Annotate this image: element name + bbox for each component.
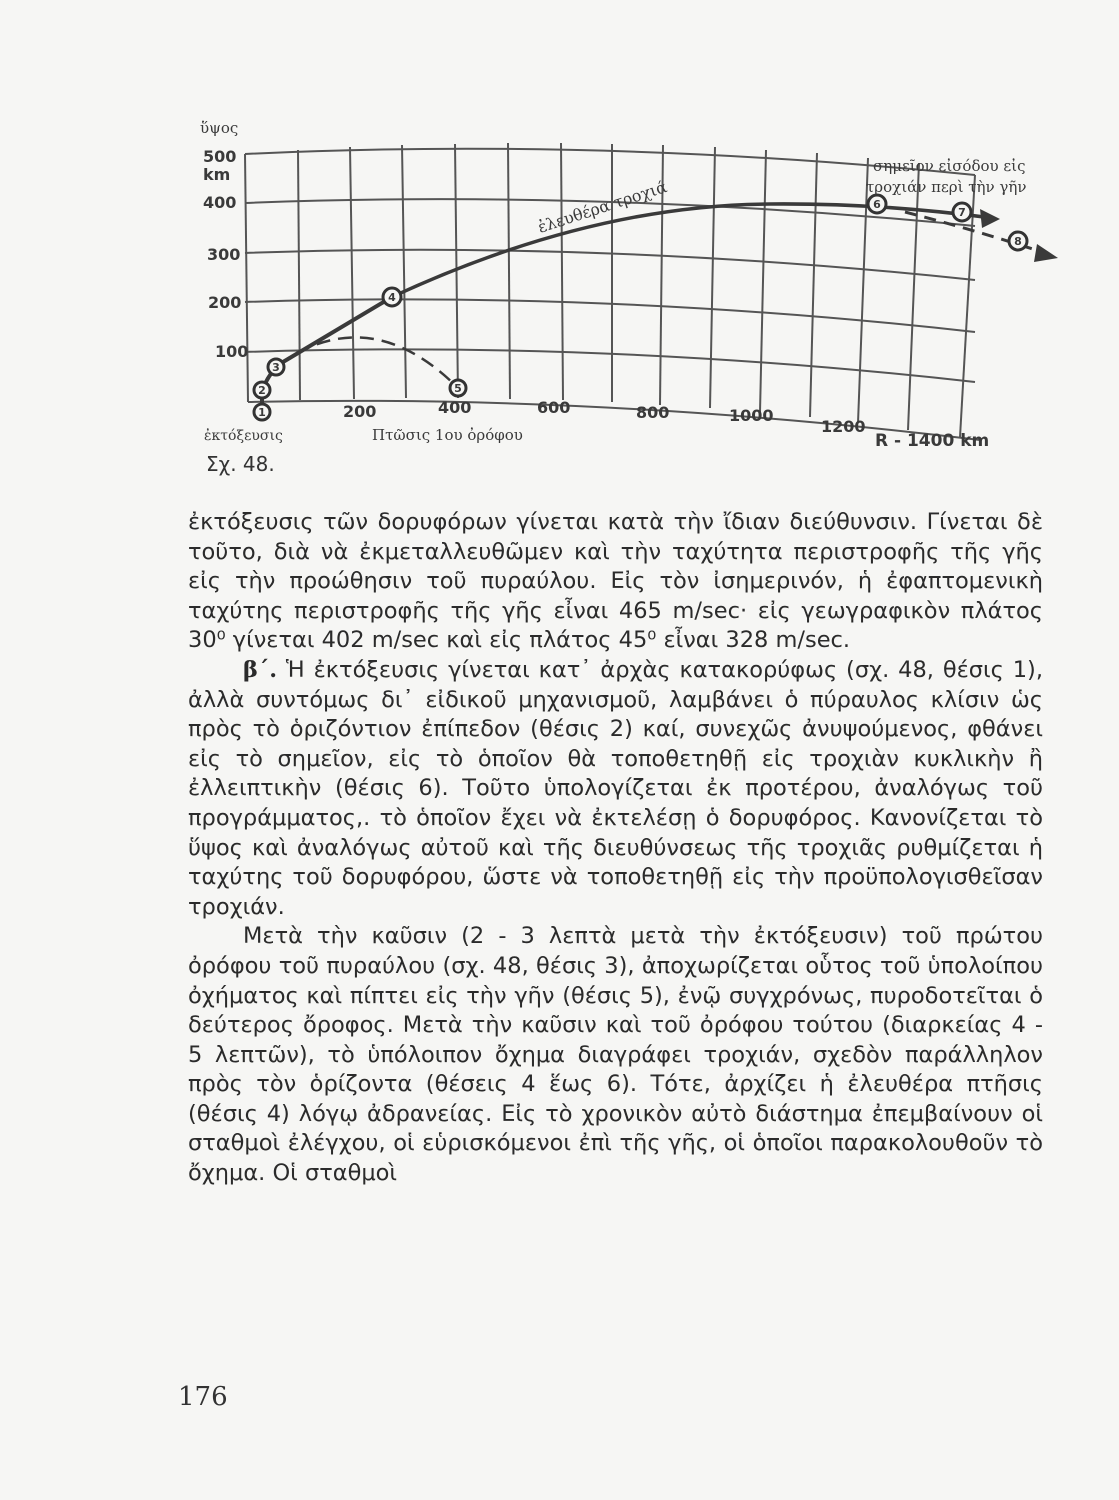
y-tick-300: 300 bbox=[207, 245, 241, 264]
paragraph-2 bbox=[188, 656, 1043, 922]
paragraph-3: Μετὰ τὴν καῦσιν (2 - 3 λεπτὰ μετὰ τὴν ἐκτόξευσιν) τοῦ πρώτου ὀρόφου τοῦ πυραύλου (σχ. 48, θέσις 3), ἀποχωρίζεται οὗτος τοῦ ὑπολοίπου ὀχήματος καὶ πίπτει εἰς τὴν γῆν (θέσις 5), ἐνῷ συγχρόνως, πυροδοτεῖται ὁ δεύτερος ὄροφος. Μετὰ τὴν καῦσιν καὶ τοῦ ὀρόφου τούτου (διαρκείας 4 - 5 λεπτῶν), τὸ ὑπόλοιπον ὄχημα διαγράφει τροχιάν, σχεδὸν παράλληλον πρὸς τὸν ὁρίζοντα (θέσεις 4 ἕως 6). Τότε, ἀρχίζει ἡ ἐλευθέρα πτῆσις (θέσις 4) λόγῳ ἀδρανείας. Εἰς τὸ χρονικὸν αὐτὸ διάστημα ἐπεμβαίνουν οἱ σταθμοὶ ἐλέγχου, οἱ εὑρισκόμενοι ἐπὶ τῆς γῆς, οἱ ὁποῖοι παρακολουθοῦν τὸ ὄχημα. Οἱ σταθμοὶ bbox=[188, 923, 1043, 1187]
x-axis-end-label: R - 1400 km bbox=[875, 431, 990, 451]
x-tick-200: 200 bbox=[343, 402, 377, 421]
y-tick-500: 500 bbox=[203, 147, 237, 166]
arrowhead-dashed bbox=[1034, 244, 1058, 262]
launch-label: ἐκτόξευσις bbox=[204, 428, 283, 444]
free-trajectory-label: ἐλευθέρα τροχιά bbox=[535, 177, 670, 237]
y-tick-200: 200 bbox=[208, 293, 242, 312]
body-text bbox=[188, 508, 1043, 1189]
arrowhead-orbit bbox=[980, 209, 1000, 228]
orbit-entry-label-line1: σημεῖον εἰσόδου εἰς bbox=[873, 157, 1026, 175]
position-label-1: 1 bbox=[258, 406, 266, 419]
position-label-2: 2 bbox=[258, 384, 266, 397]
orbit-entry-label-line2: τροχιάν περὶ τὴν γῆν bbox=[866, 178, 1027, 196]
y-axis-title: ὕψος bbox=[200, 119, 239, 137]
stage-fall-label: Πτῶσις 1ου ὀρόφου bbox=[372, 426, 523, 444]
position-label-8: 8 bbox=[1014, 235, 1022, 248]
page-number: 176 bbox=[178, 1382, 228, 1412]
x-tick-800: 800 bbox=[636, 403, 670, 422]
position-label-7: 7 bbox=[958, 206, 966, 219]
trajectories bbox=[262, 204, 1045, 412]
x-tick-600: 600 bbox=[537, 398, 571, 417]
x-tick-1200: 1200 bbox=[821, 417, 866, 436]
paragraph-2-text: Ἡ ἐκτόξευσις γίνεται κατ᾽ ἀρχὰς κατακορύφως (σχ. 48, θέσις 1), ἀλλὰ συντόμως δι᾽ εἰδικοῦ μηχανισμοῦ, λαμβάνει ὁ πύραυλος κλίσιν ὡς πρὸς τὸ ὁριζόντιον ἐπίπεδον (θέσις 2) καί, συνεχῶς ἀνυψούμενος, φθάνει εἰς τὸ σημεῖον, εἰς τὸ ὁποῖον θὰ τοποθετηθῇ εἰς τροχιὰν κυκλικὴν ἢ ἐλλειπτικὴν (θέσις 6). Τοῦτο ὑπολογίζεται ἐκ προτέρου, ἀναλόγως τοῦ προγράμματος,. τὸ ὁποῖον ἔχει νὰ ἐκτελέσῃ ὁ δορυφόρος. Κανονίζεται τὸ ὕψος καὶ ἀναλόγως αὐτοῦ καὶ τῆς διευθύνσεως τῆς τροχιᾶς ρυθμίζεται ἡ ταχύτης τοῦ δορυφόρου, ὥστε νὰ τοποθετηθῇ εἰς τὴν προϋπολογισθεῖσαν τροχιάν. bbox=[188, 656, 1043, 920]
x-tick-400: 400 bbox=[438, 398, 472, 417]
y-unit: km bbox=[203, 165, 231, 184]
position-label-6: 6 bbox=[873, 198, 881, 211]
section-marker: β΄. bbox=[243, 656, 278, 683]
trajectory-diagram bbox=[0, 0, 1119, 470]
stage-fall-dashed bbox=[278, 337, 458, 388]
position-label-3: 3 bbox=[272, 361, 280, 374]
y-tick-100: 100 bbox=[215, 342, 249, 361]
y-tick-400: 400 bbox=[203, 193, 237, 212]
powered-trajectory bbox=[262, 297, 392, 412]
paragraph-1: ἐκτόξευσις τῶν δορυφόρων γίνεται κατὰ τὴν ἴδιαν διεύθυνσιν. Γίνεται δὲ τοῦτο, διὰ νὰ ἐκμεταλλευθῶμεν καὶ τὴν ταχύτητα περιστροφῆς τῆς γῆς εἰς τὴν προώθησιν τοῦ πυραύλου. Εἰς τὸν ἰσημερινόν, ἡ ἐφαπτομενικὴ ταχύτης περιστροφῆς τῆς γῆς εἶναι 465 m/sec· εἰς γεωγραφικὸν πλάτος 30⁰ γίνεται 402 m/sec καὶ εἰς πλάτος 45⁰ εἶναι 328 m/sec. bbox=[188, 509, 1043, 654]
position-label-5: 5 bbox=[454, 382, 462, 395]
x-tick-1000: 1000 bbox=[729, 406, 774, 425]
position-label-4: 4 bbox=[388, 291, 396, 304]
figure-caption: Σχ. 48. bbox=[206, 452, 275, 476]
